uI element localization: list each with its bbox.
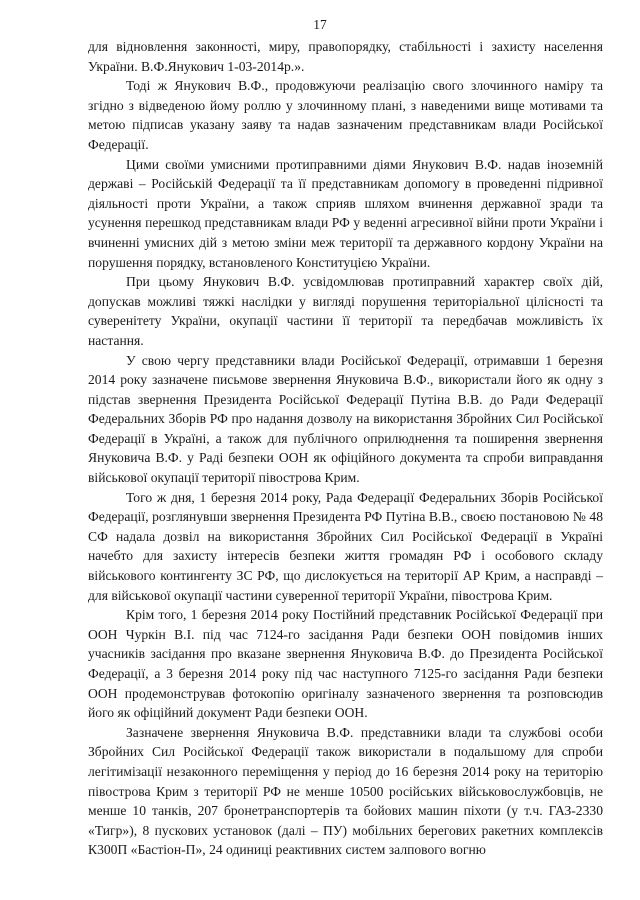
paragraph-5: У свою чергу представники влади Російської Федерації, отримавши 1 березня 2014 року зазначене письмове звернення Януковича В.Ф., використали його як одну з підстав звернення Президента Російської Федерації Путіна В.В. до Ради Федерації Федеральних Зборів РФ про надання дозволу на використання Збройних Сил Російської Федерації в Україні, а також для публічного оприлюднення та поширення звернення Януковича В.Ф. у Раді безпеки ООН як офіційного документа та спроби виправдання військової окупації території півострова Крим.: [88, 352, 603, 486]
paragraph-7: Крім того, 1 березня 2014 року Постійний представник Російської Федерації при ООН Чуркін В.І. під час 7124-го засідання Ради безпеки ООН повідомив інших учасників засідання про вказане звернення Януковича В.Ф. до Президента Російської Федерації, а 3 березня 2014 року під час наступного 7125-го засідання Ради безпеки ООН продемонстрував фотокопію оригіналу зазначеного звернення та розповсюдив його як офіційний документ Ради безпеки ООН.: [88, 607, 603, 721]
paragraph-4: При цьому Янукович В.Ф. усвідомлював протиправний характер своїх дій, допускав можливі тяжкі наслідки у вигляді порушення територіальної цілісності та суверенітету України, окупації частини її території та передбачав можливість їх настання.: [88, 274, 603, 348]
paragraph-6: Того ж дня, 1 березня 2014 року, Рада Федерації Федеральних Зборів Російської Федерації, розглянувши звернення Президента РФ Путіна В.В., своєю постановою № 48 СФ надала дозвіл на використання Збройних Сил Російської Федерації в Україні начебто для захисту інтересів безпеки життя громадян РФ і особового складу військового контингенту ЗС РФ, що дислокується на території АР Крим, а насправді – для військової окупації частини суверенної території України, півострова Крим.: [88, 489, 603, 603]
page-number: 17: [313, 17, 327, 32]
paragraph-2: Тоді ж Янукович В.Ф., продовжуючи реалізацію свого злочинного наміру та згідно з відведеною йому роллю у злочинному плані, з наведеними вище мотивами та метою підписав указану заяву та надав зазначеним представникам влади Російської Федерації.: [88, 78, 603, 152]
paragraph-3: Цими своїми умисними протиправними діями Янукович В.Ф. надав іноземній державі – Російській Федерації та її представникам допомогу в проведенні підривної діяльності проти України, а також сприяв шляхом вчинення державної зради та усунення перешкод представникам влади РФ у веденні агресивної війни проти України і вчиненні умисних дій з метою зміни меж території та державного кордону України на порушення порядку, встановленого Конституцією України.: [88, 156, 603, 270]
document-body: [88, 37, 603, 860]
paragraph-8: Зазначене звернення Януковича В.Ф. представники влади та службові особи Збройних Сил Російської Федерації також використали в подальшому для спроби легітимізації незаконного переміщення у період до 16 березня 2014 року на територію півострова Крим з території РФ не менше 10500 російських військовослужбовців, не менше 10 танків, 207 бронетранспортерів та бойових машин піхоти (у т.ч. ГАЗ-2330 «Тигр»), 8 пускових установок (далі – ПУ) мобільних берегових ракетних комплексів К300П «Бастіон-П», 24 одиниці реактивних систем залпового вогню: [88, 724, 603, 858]
paragraph-1: для відновлення законності, миру, правопорядку, стабільності і захисту населення України. В.Ф.Янукович 1-03-2014р.».: [88, 39, 603, 74]
